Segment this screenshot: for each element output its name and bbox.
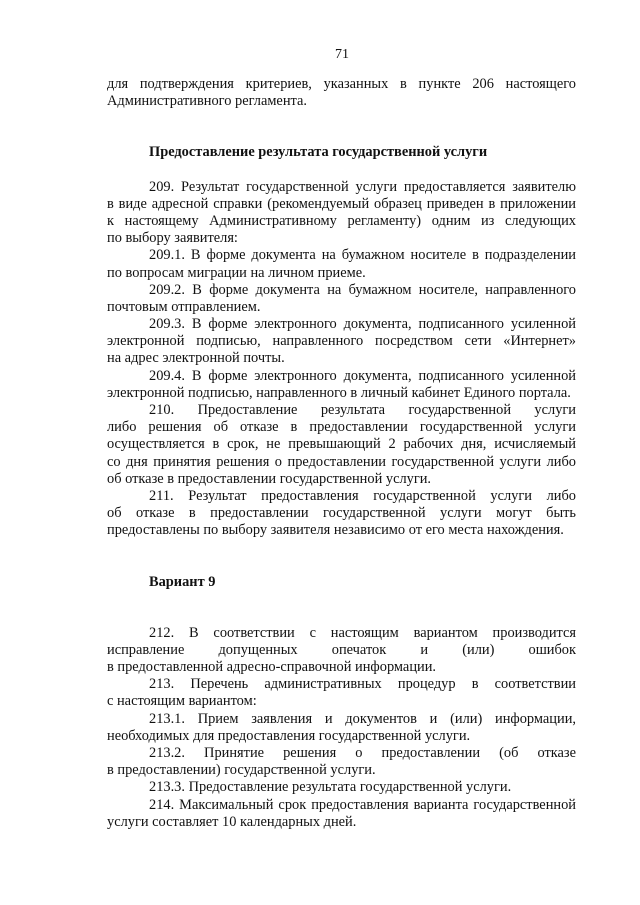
- text-line: в виде адресной справки (рекомендуемый образец приведен в приложении: [107, 195, 576, 212]
- text-line: либо решения об отказе в предоставлении государственной услуги: [107, 419, 576, 436]
- text-line: Административного регламента.: [107, 93, 307, 110]
- paragraph: [107, 625, 576, 677]
- text-line: 209.4. В форме электронного документа, подписанного усиленной: [149, 367, 576, 384]
- text-line: в предоставленной адресно-справочной информации.: [107, 659, 437, 676]
- text-line: необходимых для предоставления государственной услуги.: [107, 727, 471, 744]
- text-line: 209.1. В форме документа на бумажном носителе в подразделении: [149, 247, 576, 264]
- text-line: электронной подписью, направленного в личный кабинет Единого портала.: [107, 384, 571, 401]
- text-line: 210. Предоставление результата государственной услуги: [149, 402, 576, 418]
- paragraph: [107, 402, 576, 488]
- text-line: почтовым отправлением.: [107, 298, 261, 315]
- text-line: на адрес электронной почты.: [107, 350, 285, 367]
- text-line: для подтверждения критериев, указанных в пункте 206 настоящего: [107, 76, 576, 92]
- text-line: предоставлены по выбору заявителя независимо от его места нахождения.: [107, 522, 564, 539]
- paragraph: [107, 282, 576, 316]
- variant-heading: Вариант 9: [149, 573, 216, 590]
- text-line: в предоставлении) государственной услуги.: [107, 762, 376, 779]
- text-line: по выбору заявителя:: [107, 230, 238, 247]
- text-line: 213.2. Принятие решения о предоставлении (об отказе: [149, 745, 576, 761]
- text-line: 214. Максимальный срок предоставления варианта государственной: [149, 796, 576, 813]
- paragraph: [107, 368, 576, 402]
- text-line: 209.2. В форме документа на бумажном носителе, направленного: [149, 281, 576, 298]
- paragraph: [107, 316, 576, 368]
- text-line: об отказе в предоставлении государственной услуги могут быть: [107, 505, 576, 522]
- paragraph: [107, 247, 576, 281]
- page-content: [107, 76, 576, 831]
- text-line: с настоящим вариантом:: [107, 693, 257, 710]
- text-line: электронной подписью, направленного посредством сети «Интернет»: [107, 333, 576, 350]
- text-line: исправление допущенных опечаток и (или) ошибок: [107, 641, 576, 658]
- text-line: к настоящему Административному регламенту) одним из следующих: [107, 212, 576, 229]
- paragraph-list-result: [107, 179, 576, 540]
- paragraph: [107, 745, 576, 779]
- paragraph: [107, 179, 576, 248]
- page-number: 71: [335, 47, 349, 62]
- text-line: 213. Перечень административных процедур в соответствии: [149, 676, 576, 693]
- text-line: осуществляется в срок, не превышающий 2 рабочих дня, исчисляемый: [107, 436, 576, 453]
- text-line: по вопросам миграции на личном приеме.: [107, 264, 366, 281]
- text-line: услуги составляет 10 календарных дней.: [107, 813, 357, 830]
- text-line: 213.1. Прием заявления и документов и (или) информации,: [149, 710, 576, 727]
- paragraph-list-variant: [107, 625, 576, 831]
- text-line: 209.3. В форме электронного документа, подписанного усиленной: [149, 316, 576, 333]
- section-heading: Предоставление результата государственной услуги: [149, 144, 488, 161]
- text-line: со дня принятия решения о предоставлении государственной услуги либо: [107, 453, 576, 470]
- text-line: 211. Результат предоставления государственной услуги либо: [149, 487, 576, 504]
- text-line: 209. Результат государственной услуги предоставляется заявителю: [149, 178, 576, 195]
- paragraph: [107, 779, 576, 796]
- intro-block: [107, 76, 576, 110]
- paragraph: [107, 488, 576, 540]
- paragraph: [107, 797, 576, 831]
- text-line: 213.3. Предоставление результата государственной услуги.: [149, 779, 512, 796]
- text-line: 212. В соответствии с настоящим вариантом производится: [149, 624, 576, 641]
- text-line: об отказе в предоставлении государственной услуги.: [107, 470, 432, 487]
- paragraph: [107, 711, 576, 745]
- paragraph: [107, 676, 576, 710]
